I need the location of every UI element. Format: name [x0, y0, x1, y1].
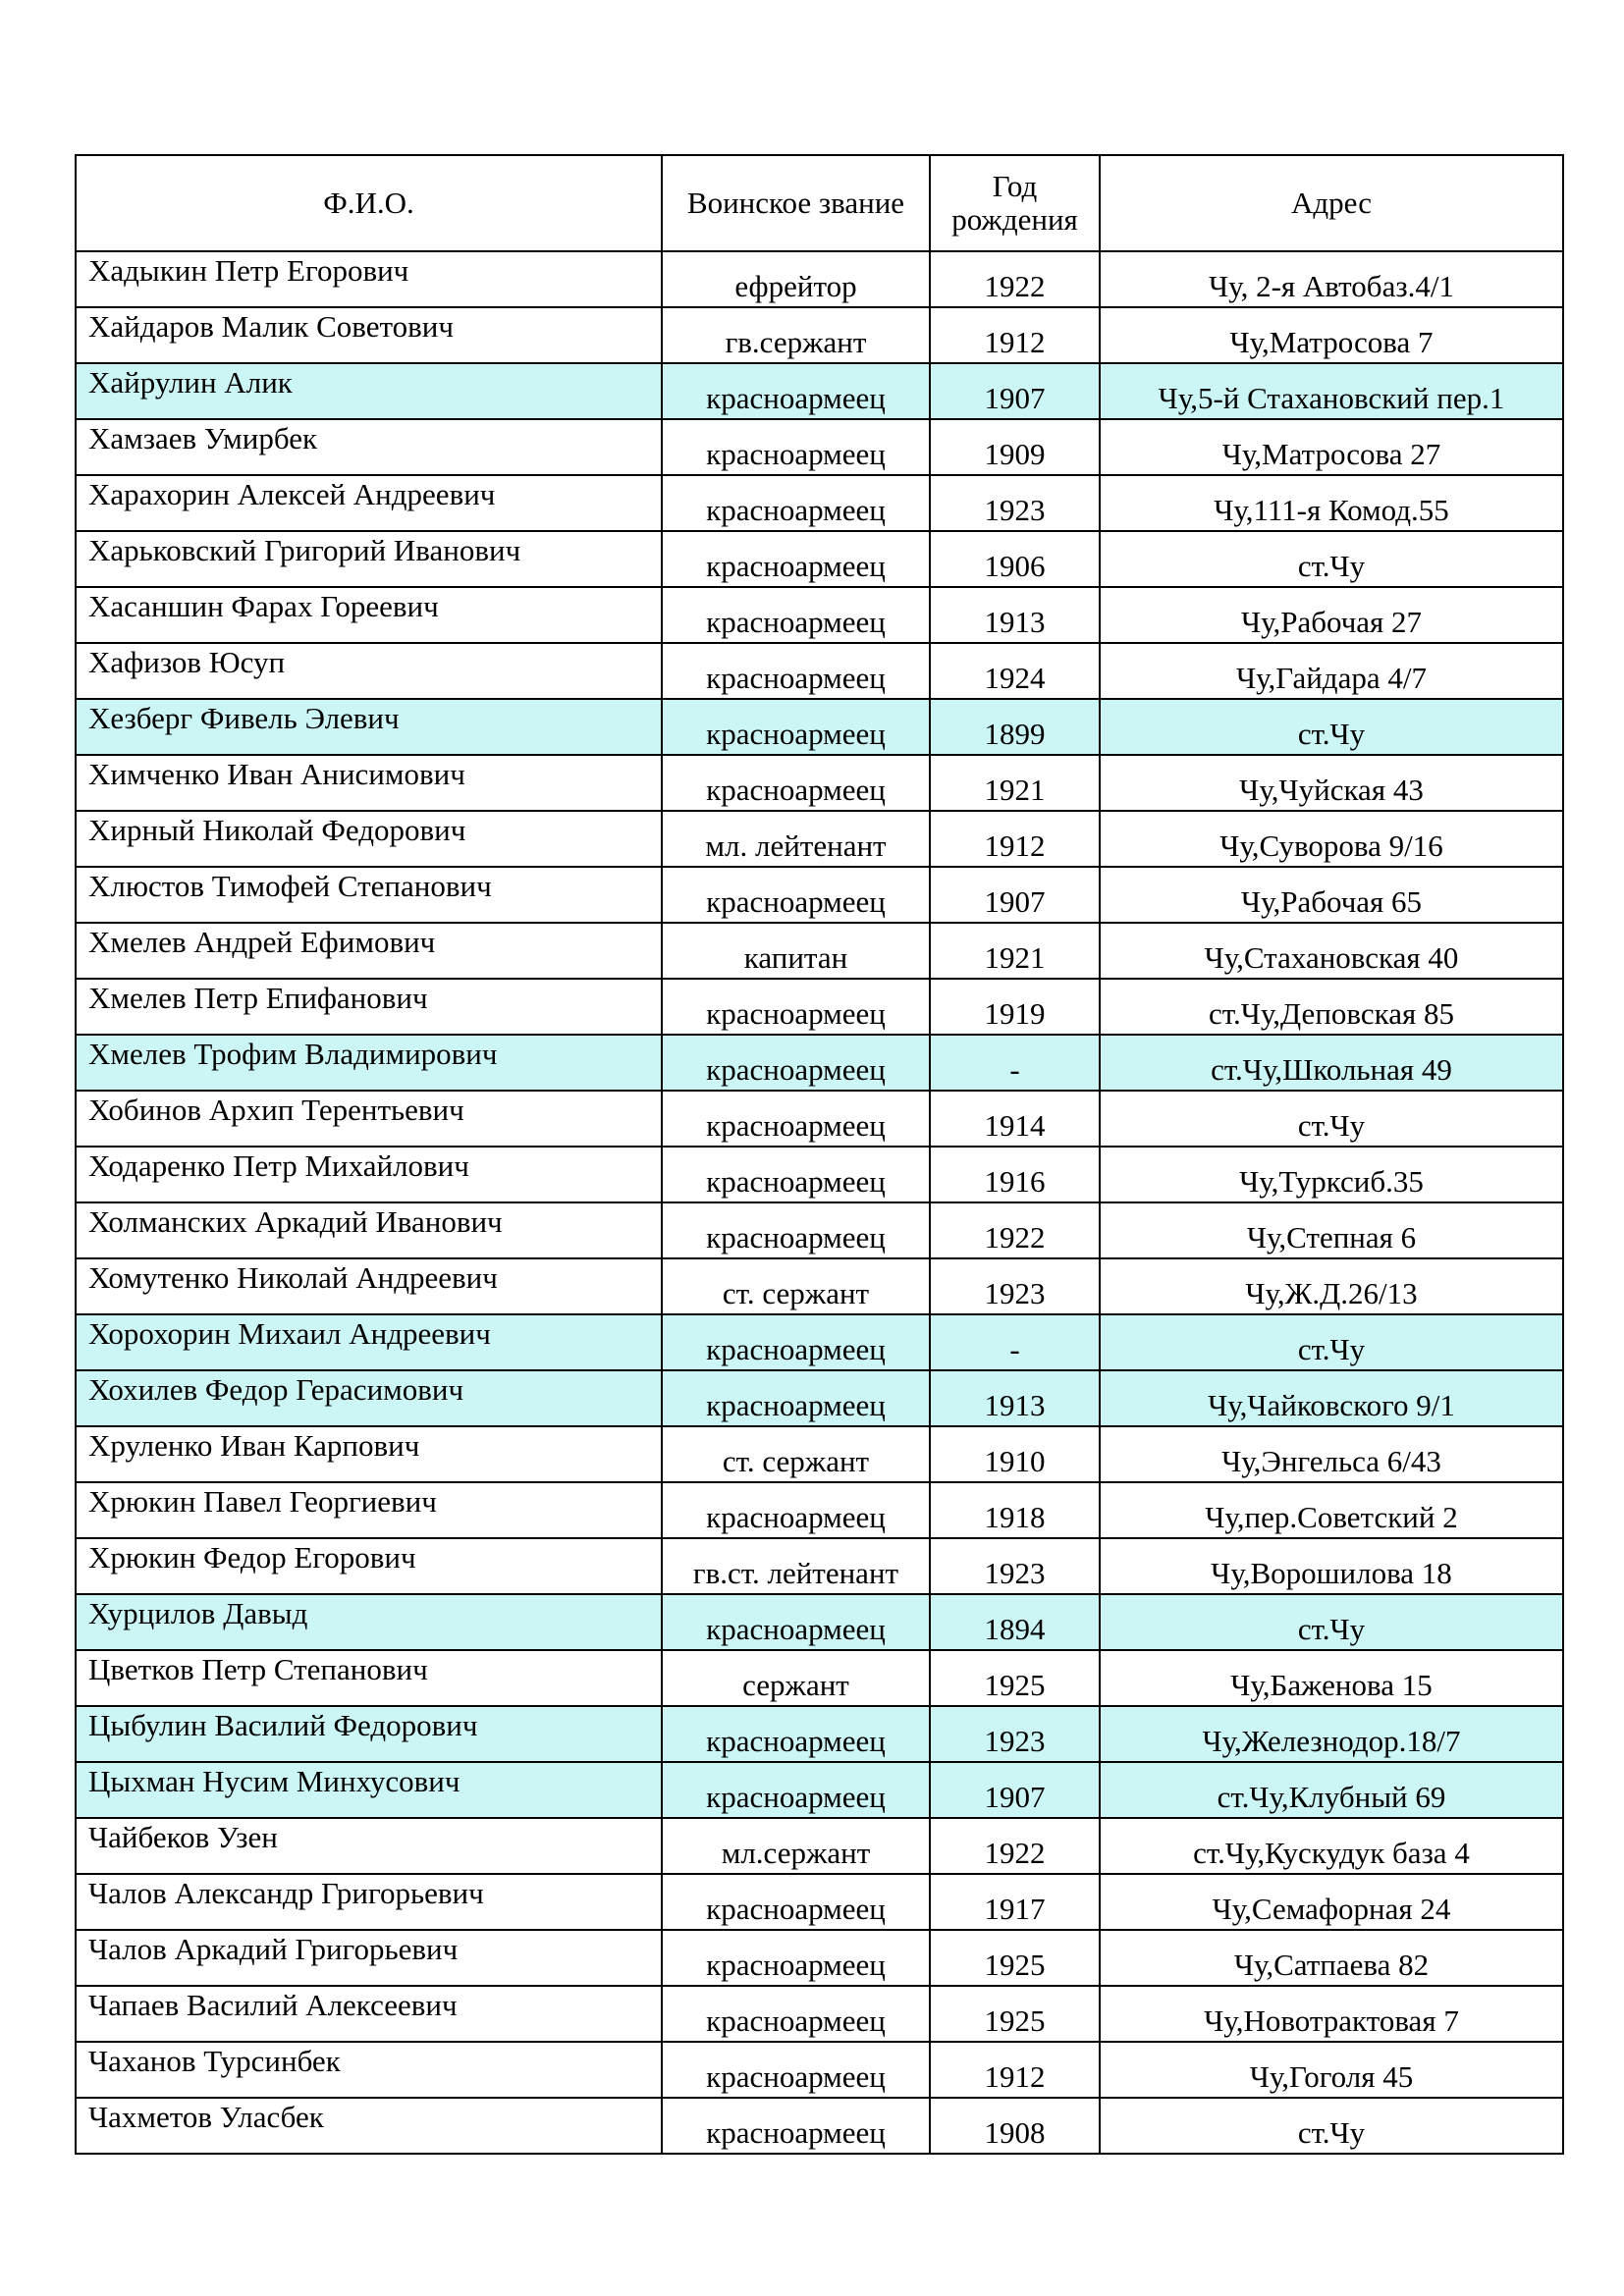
cell-address: Чу,Суворова 9/16 — [1100, 811, 1563, 867]
cell-address: Чу,Семафорная 24 — [1100, 1874, 1563, 1930]
cell-year: - — [930, 1035, 1100, 1091]
cell-address: ст.Чу — [1100, 2098, 1563, 2154]
cell-year: 1919 — [930, 979, 1100, 1035]
cell-year: 1922 — [930, 1202, 1100, 1258]
cell-year: 1894 — [930, 1594, 1100, 1650]
cell-rank: красноармеец — [662, 1762, 930, 1818]
cell-address: ст.Чу — [1100, 531, 1563, 587]
cell-address: Чу,Чуйская 43 — [1100, 755, 1563, 811]
cell-name: Хрюкин Федор Егорович — [76, 1538, 662, 1594]
cell-rank: красноармеец — [662, 1035, 930, 1091]
cell-address: Чу,Баженова 15 — [1100, 1650, 1563, 1706]
cell-year: 1921 — [930, 923, 1100, 979]
cell-name: Хобинов Архип Терентьевич — [76, 1091, 662, 1147]
cell-name: Цыхман Нусим Минхусович — [76, 1762, 662, 1818]
cell-year: 1923 — [930, 475, 1100, 531]
cell-address: ст.Чу — [1100, 1594, 1563, 1650]
cell-address: Чу,Рабочая 65 — [1100, 867, 1563, 923]
cell-name: Хмелев Петр Епифанович — [76, 979, 662, 1035]
cell-rank: мл.сержант — [662, 1818, 930, 1874]
cell-rank: красноармеец — [662, 755, 930, 811]
cell-name: Хруленко Иван Карпович — [76, 1426, 662, 1482]
table-row — [76, 867, 1563, 923]
cell-rank: красноармеец — [662, 1930, 930, 1986]
cell-rank: сержант — [662, 1650, 930, 1706]
cell-rank: ст. сержант — [662, 1426, 930, 1482]
cell-name: Хохилев Федор Герасимович — [76, 1370, 662, 1426]
cell-year: 1914 — [930, 1091, 1100, 1147]
cell-address: Чу,Ж.Д.26/13 — [1100, 1258, 1563, 1314]
table-row — [76, 1258, 1563, 1314]
cell-address: Чу,Гоголя 45 — [1100, 2042, 1563, 2098]
table-row — [76, 2098, 1563, 2154]
cell-rank: красноармеец — [662, 1370, 930, 1426]
cell-name: Харахорин Алексей Андреевич — [76, 475, 662, 531]
cell-address: ст.Чу — [1100, 1314, 1563, 1370]
table-row — [76, 587, 1563, 643]
cell-address: Чу,Матросова 27 — [1100, 419, 1563, 475]
cell-name: Хамзаев Умирбек — [76, 419, 662, 475]
cell-rank: ст. сержант — [662, 1258, 930, 1314]
cell-year: 1918 — [930, 1482, 1100, 1538]
cell-year: 1924 — [930, 643, 1100, 699]
cell-address: Чу,Чайковского 9/1 — [1100, 1370, 1563, 1426]
cell-year: 1913 — [930, 587, 1100, 643]
cell-name: Чапаев Василий Алексеевич — [76, 1986, 662, 2042]
cell-name: Хайдаров Малик Советович — [76, 307, 662, 363]
cell-address: ст.Чу,Школьная 49 — [1100, 1035, 1563, 1091]
table-row — [76, 2042, 1563, 2098]
cell-rank: красноармеец — [662, 531, 930, 587]
table-row — [76, 307, 1563, 363]
cell-name: Химченко Иван Анисимович — [76, 755, 662, 811]
table-row — [76, 1762, 1563, 1818]
table-row — [76, 1482, 1563, 1538]
table-row — [76, 1147, 1563, 1202]
cell-year: 1899 — [930, 699, 1100, 755]
cell-name: Харьковский Григорий Иванович — [76, 531, 662, 587]
cell-rank: красноармеец — [662, 867, 930, 923]
cell-year: 1922 — [930, 251, 1100, 307]
table-row — [76, 363, 1563, 419]
cell-rank: красноармеец — [662, 1202, 930, 1258]
cell-name: Хафизов Юсуп — [76, 643, 662, 699]
table-row — [76, 531, 1563, 587]
cell-rank: мл. лейтенант — [662, 811, 930, 867]
cell-address: Чу, 2-я Автобаз.4/1 — [1100, 251, 1563, 307]
cell-year: 1907 — [930, 1762, 1100, 1818]
table-row — [76, 699, 1563, 755]
cell-year: 1913 — [930, 1370, 1100, 1426]
cell-address: ст.Чу,Деповская 85 — [1100, 979, 1563, 1035]
cell-name: Цветков Петр Степанович — [76, 1650, 662, 1706]
cell-year: 1925 — [930, 1650, 1100, 1706]
cell-rank: красноармеец — [662, 587, 930, 643]
cell-year: 1917 — [930, 1874, 1100, 1930]
cell-rank: красноармеец — [662, 1314, 930, 1370]
cell-year: 1921 — [930, 755, 1100, 811]
cell-name: Хурцилов Давыд — [76, 1594, 662, 1650]
cell-rank: красноармеец — [662, 1874, 930, 1930]
roster-table — [75, 154, 1564, 2155]
cell-name: Чалов Александр Григорьевич — [76, 1874, 662, 1930]
cell-address: Чу,Матросова 7 — [1100, 307, 1563, 363]
cell-year: 1923 — [930, 1258, 1100, 1314]
cell-year: 1925 — [930, 1986, 1100, 2042]
header-year: Год рождения — [930, 155, 1100, 251]
cell-address: ст.Чу,Клубный 69 — [1100, 1762, 1563, 1818]
cell-address: Чу,Стахановская 40 — [1100, 923, 1563, 979]
cell-year: 1908 — [930, 2098, 1100, 2154]
cell-rank: гв.сержант — [662, 307, 930, 363]
cell-address: Чу,111-я Комод.55 — [1100, 475, 1563, 531]
cell-year: 1912 — [930, 307, 1100, 363]
table-row — [76, 979, 1563, 1035]
table-row — [76, 1818, 1563, 1874]
header-address: Адрес — [1100, 155, 1563, 251]
cell-rank: ефрейтор — [662, 251, 930, 307]
cell-year: 1925 — [930, 1930, 1100, 1986]
cell-name: Чахметов Уласбек — [76, 2098, 662, 2154]
cell-rank: красноармеец — [662, 1091, 930, 1147]
table-row — [76, 419, 1563, 475]
cell-address: Чу,5-й Стахановский пер.1 — [1100, 363, 1563, 419]
cell-name: Ходаренко Петр Михайлович — [76, 1147, 662, 1202]
cell-address: ст.Чу — [1100, 699, 1563, 755]
cell-address: Чу,Турксиб.35 — [1100, 1147, 1563, 1202]
cell-rank: красноармеец — [662, 1594, 930, 1650]
cell-address: Чу,Рабочая 27 — [1100, 587, 1563, 643]
table-row — [76, 1874, 1563, 1930]
table-row — [76, 1314, 1563, 1370]
cell-name: Чаханов Турсинбек — [76, 2042, 662, 2098]
cell-rank: красноармеец — [662, 979, 930, 1035]
cell-rank: красноармеец — [662, 1147, 930, 1202]
cell-year: 1912 — [930, 2042, 1100, 2098]
cell-year: 1922 — [930, 1818, 1100, 1874]
table-row — [76, 1594, 1563, 1650]
table-row — [76, 1370, 1563, 1426]
table-row — [76, 1426, 1563, 1482]
cell-rank: красноармеец — [662, 419, 930, 475]
cell-address: Чу,Новотрактовая 7 — [1100, 1986, 1563, 2042]
cell-address: Чу,Энгельса 6/43 — [1100, 1426, 1563, 1482]
cell-rank: красноармеец — [662, 1482, 930, 1538]
cell-name: Хлюстов Тимофей Степанович — [76, 867, 662, 923]
cell-name: Цыбулин Василий Федорович — [76, 1706, 662, 1762]
roster-body — [76, 251, 1563, 2154]
cell-name: Хезберг Фивель Элевич — [76, 699, 662, 755]
cell-name: Хайрулин Алик — [76, 363, 662, 419]
table-row — [76, 1091, 1563, 1147]
cell-rank: гв.ст. лейтенант — [662, 1538, 930, 1594]
table-row — [76, 475, 1563, 531]
cell-name: Холманских Аркадий Иванович — [76, 1202, 662, 1258]
cell-rank: красноармеец — [662, 2042, 930, 2098]
table-row — [76, 251, 1563, 307]
cell-year: 1923 — [930, 1538, 1100, 1594]
cell-name: Хмелев Андрей Ефимович — [76, 923, 662, 979]
table-row — [76, 1538, 1563, 1594]
header-rank: Воинское звание — [662, 155, 930, 251]
cell-name: Хомутенко Николай Андреевич — [76, 1258, 662, 1314]
table-row — [76, 1035, 1563, 1091]
table-row — [76, 1706, 1563, 1762]
cell-year: 1912 — [930, 811, 1100, 867]
header-name: Ф.И.О. — [76, 155, 662, 251]
cell-name: Хорохорин Михаил Андреевич — [76, 1314, 662, 1370]
cell-name: Хрюкин Павел Георгиевич — [76, 1482, 662, 1538]
table-row — [76, 811, 1563, 867]
cell-year: - — [930, 1314, 1100, 1370]
cell-year: 1916 — [930, 1147, 1100, 1202]
cell-address: ст.Чу — [1100, 1091, 1563, 1147]
cell-address: Чу,Гайдара 4/7 — [1100, 643, 1563, 699]
table-row — [76, 1202, 1563, 1258]
cell-rank: красноармеец — [662, 475, 930, 531]
cell-name: Хадыкин Петр Егорович — [76, 251, 662, 307]
cell-address: ст.Чу,Кускудук база 4 — [1100, 1818, 1563, 1874]
cell-year: 1906 — [930, 531, 1100, 587]
cell-address: Чу,Степная 6 — [1100, 1202, 1563, 1258]
cell-name: Хирный Николай Федорович — [76, 811, 662, 867]
cell-year: 1909 — [930, 419, 1100, 475]
cell-address: Чу,пер.Советский 2 — [1100, 1482, 1563, 1538]
cell-name: Хасаншин Фарах Гореевич — [76, 587, 662, 643]
cell-rank: красноармеец — [662, 699, 930, 755]
cell-rank: красноармеец — [662, 2098, 930, 2154]
cell-address: Чу,Сатпаева 82 — [1100, 1930, 1563, 1986]
cell-year: 1923 — [930, 1706, 1100, 1762]
cell-rank: капитан — [662, 923, 930, 979]
cell-year: 1907 — [930, 867, 1100, 923]
table-row — [76, 755, 1563, 811]
table-row — [76, 1650, 1563, 1706]
cell-rank: красноармеец — [662, 1986, 930, 2042]
table-row — [76, 1930, 1563, 1986]
cell-name: Чалов Аркадий Григорьевич — [76, 1930, 662, 1986]
cell-year: 1907 — [930, 363, 1100, 419]
cell-name: Хмелев Трофим Владимирович — [76, 1035, 662, 1091]
table-row — [76, 643, 1563, 699]
cell-year: 1910 — [930, 1426, 1100, 1482]
cell-address: Чу,Железнодор.18/7 — [1100, 1706, 1563, 1762]
table-row — [76, 1986, 1563, 2042]
cell-rank: красноармеец — [662, 363, 930, 419]
header-row — [76, 155, 1563, 251]
cell-rank: красноармеец — [662, 1706, 930, 1762]
cell-name: Чайбеков Узен — [76, 1818, 662, 1874]
cell-address: Чу,Ворошилова 18 — [1100, 1538, 1563, 1594]
table-row — [76, 923, 1563, 979]
cell-rank: красноармеец — [662, 643, 930, 699]
